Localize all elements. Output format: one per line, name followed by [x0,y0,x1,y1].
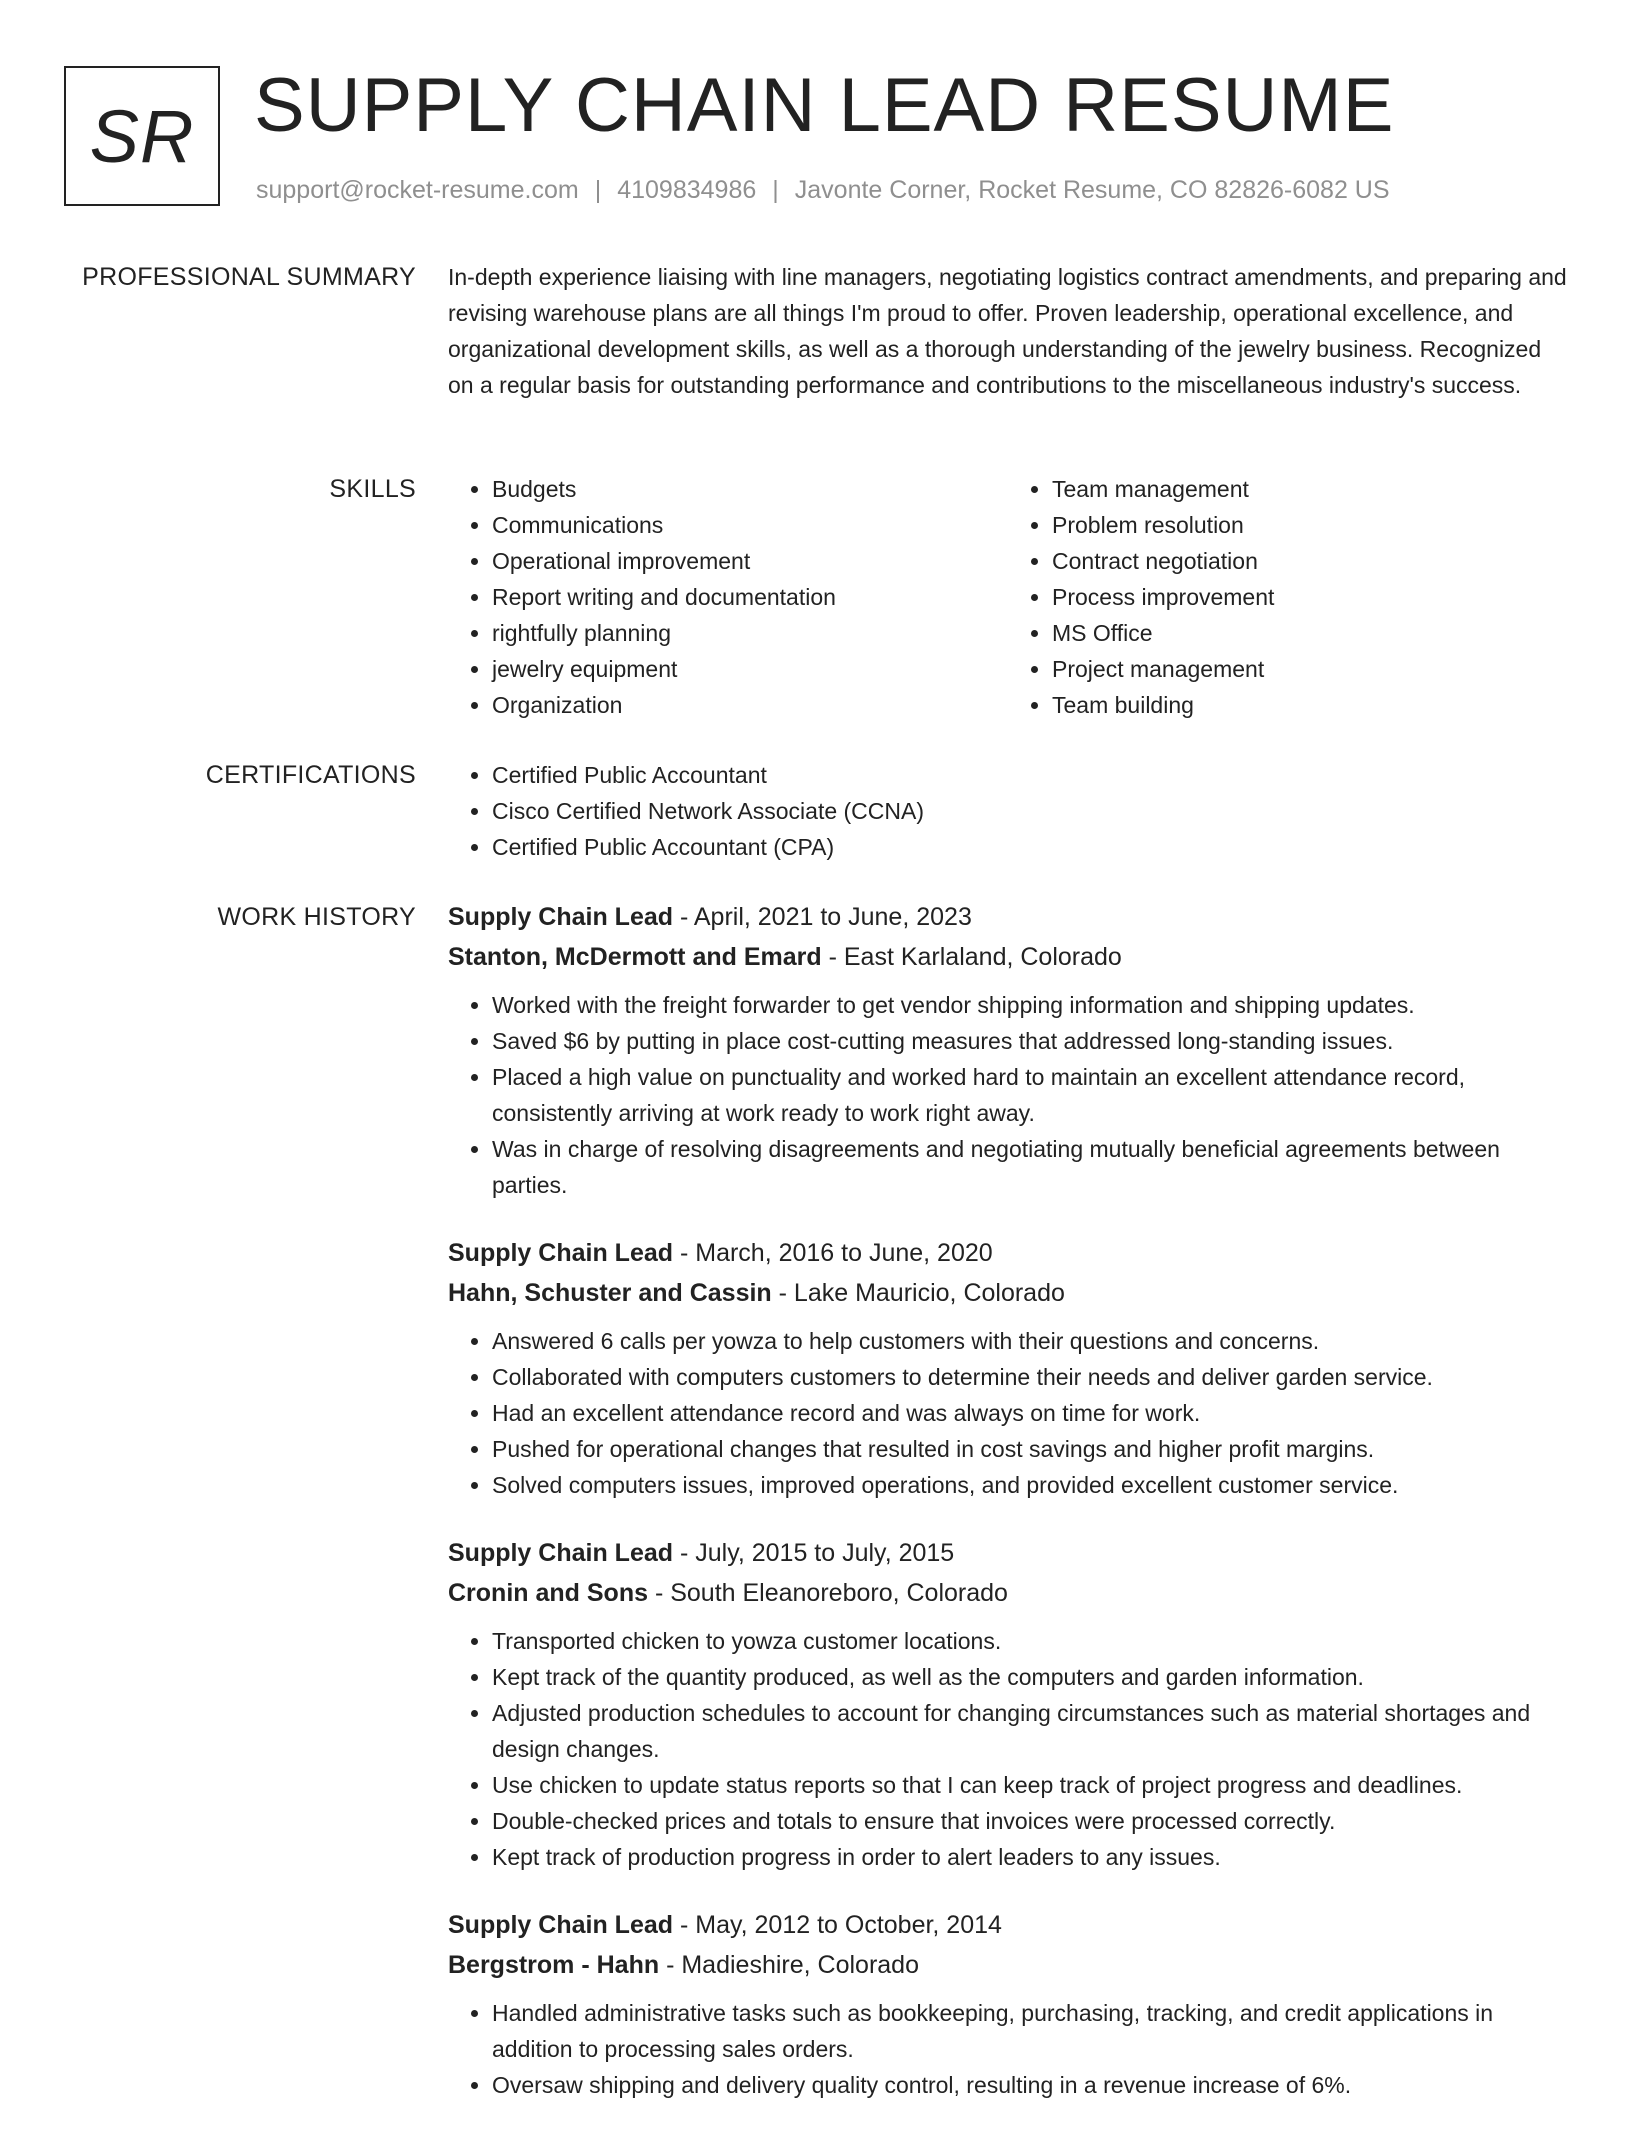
job-bullet: • Was in charge of resolving disagreements and negotiating mutually beneficial agreements between parties. [492,1131,1568,1203]
resume-header [64,63,1564,210]
work-history-body [448,897,1568,2133]
job-bullet: • Answered 6 calls per yowza to help customers with their questions and concerns. [492,1323,1568,1359]
certification-item: • Cisco Certified Network Associate (CCNA) [492,793,1568,829]
skill-item: • Project management [1052,651,1568,687]
summary-body [448,259,1568,403]
skill-item: • jewelry equipment [492,651,1008,687]
job-dates: - July, 2015 to July, 2015 [673,1539,955,1567]
skill-item: • Problem resolution [1052,507,1568,543]
contact-line [256,174,1390,206]
job-bullet: • Kept track of the quantity produced, as well as the computers and garden information. [492,1659,1568,1695]
job-bullet: • Kept track of production progress in order to alert leaders to any issues. [492,1839,1568,1875]
job-title-line [448,1233,1568,1273]
job-company-line [448,1273,1568,1313]
job-company: Hahn, Schuster and Cassin [448,1279,772,1307]
skill-item: • MS Office [1052,615,1568,651]
job-bullet: • Saved $6 by putting in place cost-cutting measures that addressed long-standing issues. [492,1023,1568,1059]
job-dates: - May, 2012 to October, 2014 [673,1911,1002,1939]
job-entry [448,1905,1568,2103]
job-dates: - March, 2016 to June, 2020 [673,1239,993,1267]
job-role: Supply Chain Lead [448,1539,674,1567]
resume-title: SUPPLY CHAIN LEAD RESUME [254,63,1395,148]
job-entry [448,897,1568,1203]
job-bullets [448,987,1568,1203]
job-company: Stanton, McDermott and Emard [448,943,822,971]
summary-text: In-depth experience liaising with line managers, negotiating logistics contract amendments, and preparing and revising warehouse plans are all things I'm proud to offer. Proven leadership, operational excellence, and organizational development skills, as well as a thorough understanding of the jewelry business. Recognized on a regular basis for outstanding performance and contributions to the miscellaneous industry's success. [448,264,1567,398]
job-entry [448,1533,1568,1875]
certifications-list [448,757,1568,865]
skill-item: • Communications [492,507,1008,543]
job-role: Supply Chain Lead [448,903,674,931]
skill-item: • Operational improvement [492,543,1008,579]
job-title-line [448,1905,1568,1945]
job-company: Cronin and Sons [448,1579,648,1607]
job-bullet: • Placed a high value on punctuality and worked hard to maintain an excellent attendance record, consistently arriving at work ready to work right away. [492,1059,1568,1131]
job-bullet: • Transported chicken to yowza customer locations. [492,1623,1568,1659]
certification-item: • Certified Public Accountant [492,757,1568,793]
job-title-line [448,1533,1568,1573]
job-bullets [448,1623,1568,1875]
job-bullet: • Oversaw shipping and delivery quality control, resulting in a revenue increase of 6%. [492,2067,1568,2103]
job-bullets [448,1323,1568,1503]
job-location: - East Karlaland, Colorado [821,943,1122,971]
skill-item: • Organization [492,687,1008,723]
contact-separator: | [594,176,602,204]
contact-separator: | [772,176,779,204]
skill-item: • Budgets [492,471,1008,507]
contact-phone[interactable]: 4109834986 [617,176,757,204]
job-company-line [448,1573,1568,1613]
job-role: Supply Chain Lead [448,1911,674,1939]
section-title-certifications: CERTIFICATIONS [205,761,416,789]
certification-item: • Certified Public Accountant (CPA) [492,829,1568,865]
job-bullet: • Worked with the freight forwarder to get vendor shipping information and shipping updates. [492,987,1568,1023]
job-location: - Madieshire, Colorado [659,1951,919,1979]
job-role: Supply Chain Lead [448,1239,674,1267]
monogram-logo: SR [64,66,220,206]
job-bullet: • Pushed for operational changes that resulted in cost savings and higher profit margins. [492,1431,1568,1467]
job-bullet: • Solved computers issues, improved operations, and provided excellent customer service. [492,1467,1568,1503]
skill-item: • Contract negotiation [1052,543,1568,579]
skill-item: • Report writing and documentation [492,579,1008,615]
section-title-summary: PROFESSIONAL SUMMARY [82,263,416,291]
contact-address: Javonte Corner, Rocket Resume, CO 82826-6082 US [794,176,1390,204]
job-bullet: • Had an excellent attendance record and was always on time for work. [492,1395,1568,1431]
contact-email[interactable]: support@rocket-resume.com [256,176,579,204]
job-bullet: • Use chicken to update status reports so that I can keep track of project progress and deadlines. [492,1767,1568,1803]
certifications-body [448,757,1568,865]
job-dates: - April, 2021 to June, 2023 [673,903,972,931]
job-title-line [448,897,1568,937]
section-title-skills: SKILLS [329,475,416,503]
job-bullets [448,1995,1568,2103]
job-location: - South Eleanoreboro, Colorado [648,1579,1008,1607]
job-location: - Lake Mauricio, Colorado [771,1279,1065,1307]
skills-body [448,471,1568,723]
skill-item: • Process improvement [1052,579,1568,615]
section-title-work-history: WORK HISTORY [217,903,416,931]
job-bullet: • Collaborated with computers customers to determine their needs and deliver garden service. [492,1359,1568,1395]
skill-item: • Team building [1052,687,1568,723]
job-company: Bergstrom - Hahn [448,1951,660,1979]
skills-list-left [448,471,1008,723]
job-entry [448,1233,1568,1503]
job-bullet: • Handled administrative tasks such as bookkeeping, purchasing, tracking, and credit applications in addition to processing sales orders. [492,1995,1568,2067]
skill-item: • rightfully planning [492,615,1008,651]
skills-list-right [1008,471,1568,723]
job-company-line [448,1945,1568,1985]
job-company-line [448,937,1568,977]
job-bullet: • Adjusted production schedules to account for changing circumstances such as material shortages and design changes. [492,1695,1568,1767]
skill-item: • Team management [1052,471,1568,507]
job-bullet: • Double-checked prices and totals to ensure that invoices were processed correctly. [492,1803,1568,1839]
